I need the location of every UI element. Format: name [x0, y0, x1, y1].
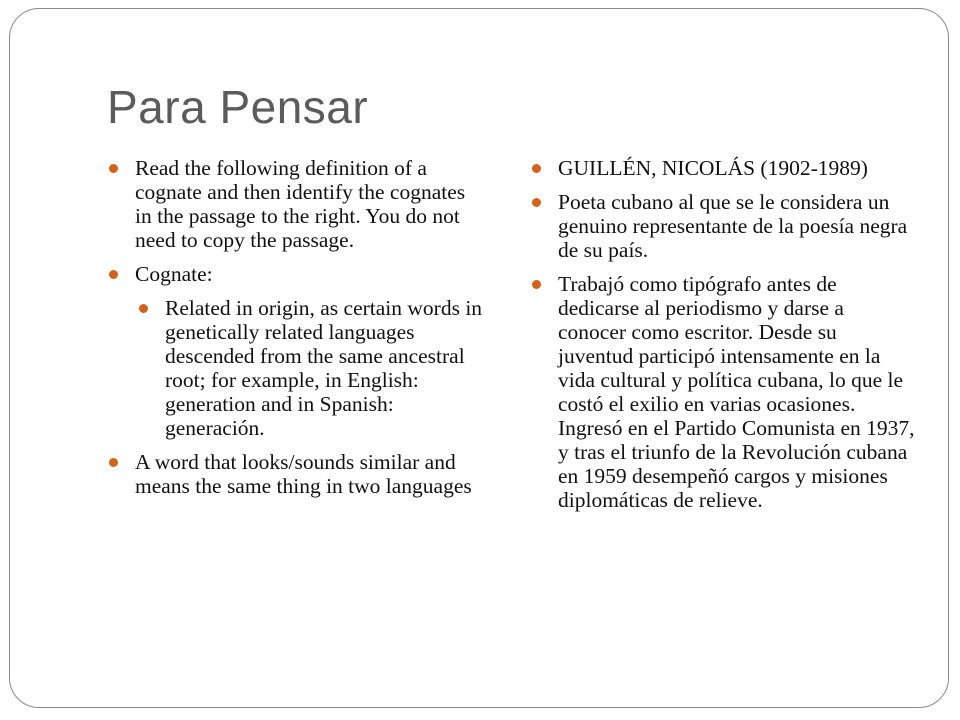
left-bullet-list	[107, 156, 485, 498]
bullet-dot-icon	[532, 164, 541, 173]
bullet-simple-definition	[107, 450, 485, 498]
right-column	[530, 156, 915, 522]
bullet-author-summary	[530, 190, 915, 262]
bullet-cognate-heading	[107, 262, 485, 286]
bullet-text: Cognate:	[135, 262, 213, 286]
bullet-instructions	[107, 156, 485, 252]
bullet-dot-icon	[109, 458, 118, 467]
bullet-dot-icon	[532, 198, 541, 207]
bullet-text: A word that looks/sounds similar and means the same thing in two languages	[135, 450, 472, 498]
bullet-dot-icon	[109, 270, 118, 279]
bullet-text: Poeta cubano al que se le considera un genuino representante de la poesía negra de su país.	[558, 190, 908, 262]
slide-title: Para Pensar	[107, 81, 369, 133]
bullet-text: GUILLÉN, NICOLÁS (1902-1989)	[558, 156, 868, 180]
right-bullet-list	[530, 156, 915, 512]
bullet-text: Related in origin, as certain words in genetically related languages descended from the same ancestral root; for example, in English: generation and in Spanish: generación.	[165, 296, 483, 440]
left-column	[107, 156, 485, 508]
bullet-text: Read the following definition of a cognate and then identify the cognates in the passage to the right. You do not need to copy the passage.	[135, 156, 466, 252]
bullet-dot-icon	[532, 280, 541, 289]
bullet-text: Trabajó como tipógrafo antes de dedicarse al periodismo y darse a conocer como escritor. Desde su juventud participó intensamente en la vida cultural y política cubana, lo que le costó el exilio en varias ocasiones. Ingresó en el Partido Comunista en 1937, y tras el triunfo de la Revolución cubana en 1959 desempeñó cargos y misiones diplomáticas de relieve.	[558, 272, 915, 512]
sub-bullet-definition	[137, 296, 485, 440]
bullet-dot-icon	[139, 304, 148, 313]
bullet-dot-icon	[109, 164, 118, 173]
bullet-author-biography	[530, 272, 915, 512]
bullet-author-name	[530, 156, 915, 180]
